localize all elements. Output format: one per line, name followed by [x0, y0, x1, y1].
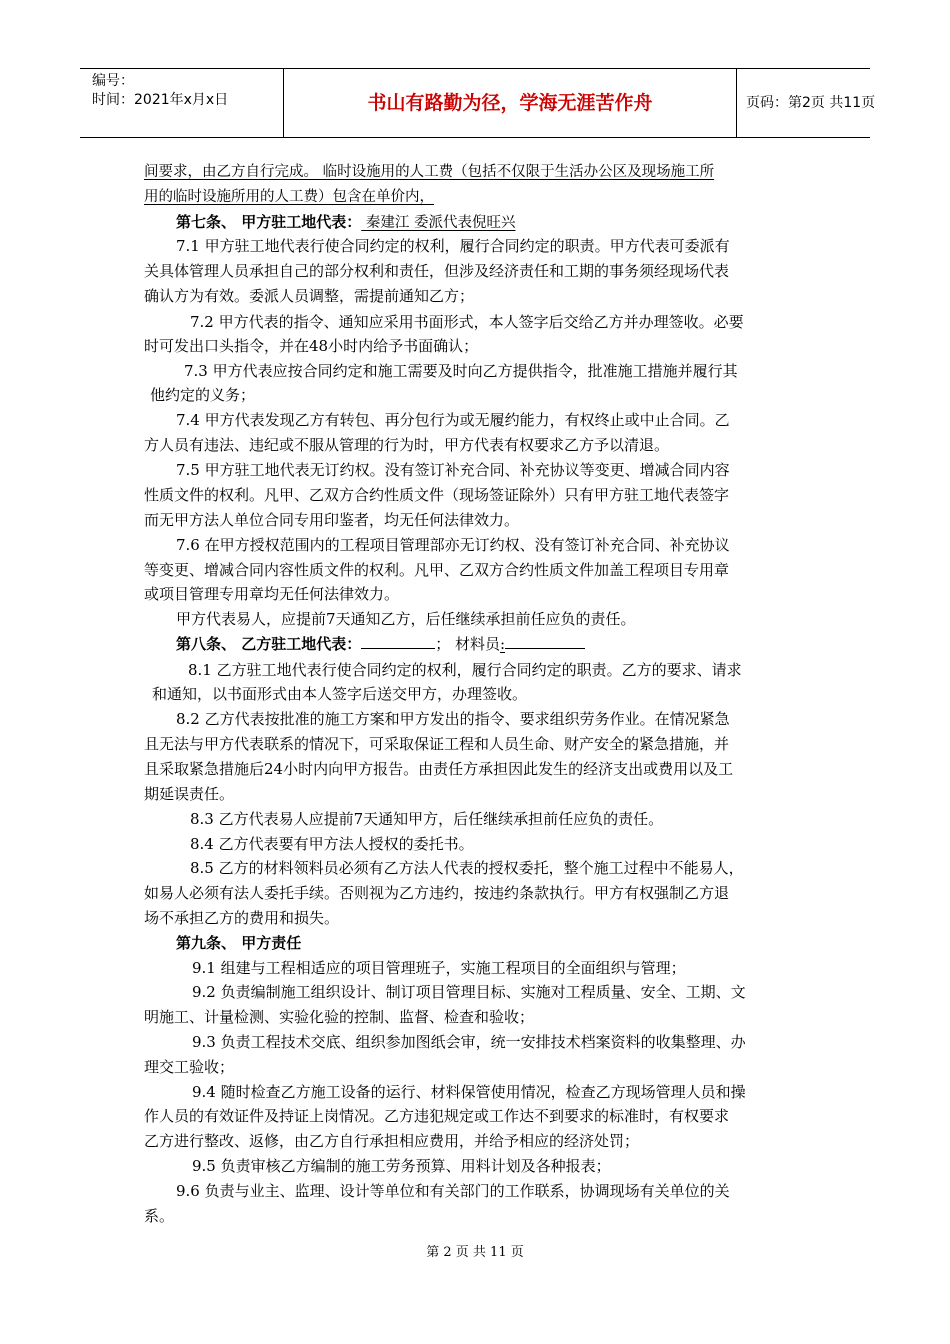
body-line: 或项目管理专用章均无任何法律效力。: [144, 585, 400, 603]
article-8-title: 第八条、 乙方驻工地代表：: [176, 635, 362, 653]
body-line: 7.1 甲方驻工地代表行使合同约定的权利，履行合同约定的职责。甲方代表可委派有: [176, 237, 730, 255]
body-line: 7.6 在甲方授权范围内的工程项目管理部亦无订约权、没有签订补充合同、补充协议: [176, 536, 730, 554]
material-clerk-blank: [505, 634, 585, 649]
body-line: 7.5 甲方驻工地代表无订约权。没有签订补充合同、补充协议等变更、增减合同内容: [176, 461, 730, 479]
document-date-label: 时间：2021年x月x日: [92, 92, 229, 108]
body-line: 而无甲方法人单位合同专用印鉴者，均无任何法律效力。: [144, 511, 520, 529]
body-line: 9.6 负责与业主、监理、设计等单位和有关部门的工作联系，协调现场有关单位的关: [176, 1182, 730, 1200]
header-page-number: 页码：第2页 共11页: [746, 95, 876, 111]
page-footer: 第 2 页 共 11 页: [426, 1245, 524, 1260]
body-line: 时可发出口头指令，并在48小时内给予书面确认；: [144, 337, 479, 355]
body-line: 确认方为有效。委派人员调整，需提前通知乙方；: [144, 287, 475, 305]
header-right-cell: [736, 69, 876, 137]
body-line: 和通知，以书面形式由本人签字后送交甲方，办理签收。: [152, 685, 528, 703]
body-line: 9.4 随时检查乙方施工设备的运行、材料保管使用情况，检查乙方现场管理人员和操: [192, 1083, 746, 1101]
body-line: 且无法与甲方代表联系的情况下，可采取保证工程和人员生命、财产安全的紧急措施，并: [144, 735, 730, 753]
body-line: 9.5 负责审核乙方编制的施工劳务预算、用料计划及各种报表；: [192, 1157, 611, 1175]
page-header: [80, 68, 876, 138]
body-line: 用的临时设施所用的人工费）包含在单价内，: [144, 189, 434, 205]
body-line: 场不承担乙方的费用和损失。: [144, 909, 340, 927]
body-line: 方人员有违法、违纪或不服从管理的行为时，甲方代表有权要求乙方予以清退。: [144, 436, 670, 454]
body-line: 明施工、计量检测、实验化验的控制、监督、检查和验收；: [144, 1008, 535, 1026]
article-7-title: 第七条、 甲方驻工地代表：: [176, 213, 362, 231]
article-8-heading: [176, 634, 585, 654]
body-line: 如易人必须有法人委托手续。否则视为乙方违约，按违约条款执行。甲方有权强制乙方退: [144, 884, 730, 902]
body-line: 作人员的有效证件及持证上岗情况。乙方违犯规定或工作达不到要求的标准时，有权要求: [144, 1107, 730, 1125]
body-line: 9.2 负责编制施工组织设计、制订项目管理目标、实施对工程质量、安全、工期、文: [192, 983, 746, 1001]
header-center-cell: [283, 69, 737, 137]
body-line: 甲方代表易人，应提前7天通知乙方，后任继续承担前任应负的责任。: [176, 610, 636, 628]
body-line: 9.1 组建与工程相适应的项目管理班子，实施工程项目的全面组织与管理；: [192, 959, 686, 977]
body-line: 8.5 乙方的材料领料员必须有乙方法人代表的授权委托，整个施工过程中不能易人，: [190, 859, 744, 877]
body-line: 他约定的义务；: [150, 386, 256, 404]
article-8-colon: :: [500, 635, 506, 653]
article-7-representative: 秦建江 委派代表倪旺兴: [361, 215, 516, 231]
representative-blank: [361, 634, 435, 649]
body-line: 关具体管理人员承担自己的部分权利和责任，但涉及经济责任和工期的事务须经现场代表: [144, 262, 730, 280]
body-line: 7.3 甲方代表应按合同约定和施工需要及时向乙方提供指令，批准施工措施并履行其: [184, 362, 738, 380]
body-line: 且采取紧急措施后24小时内向甲方报告。由责任方承担因此发生的经济支出或费用以及工: [144, 760, 734, 778]
article-8-material-label: ； 材料员: [435, 635, 501, 653]
body-line: 8.4 乙方代表要有甲方法人授权的委托书。: [190, 835, 474, 853]
body-line: 7.4 甲方代表发现乙方有转包、再分包行为或无履约能力，有权终止或中止合同。乙: [176, 411, 730, 429]
body-line: 7.2 甲方代表的指令、通知应采用书面形式，本人签字后交给乙方并办理签收。必要: [190, 313, 744, 331]
body-line: 系。: [144, 1207, 175, 1225]
body-line: 8.1 乙方驻工地代表行使合同约定的权利，履行合同约定的职责。乙方的要求、请求: [188, 661, 742, 679]
body-line: 8.3 乙方代表易人应提前7天通知甲方，后任继续承担前任应负的责任。: [190, 810, 664, 828]
body-line: 理交工验收；: [144, 1058, 235, 1076]
body-line: 等变更、增减合同内容性质文件的权利。凡甲、乙双方合约性质文件加盖工程项目专用章: [144, 561, 730, 579]
article-9-heading: 第九条、 甲方责任: [176, 934, 302, 952]
body-line: 9.3 负责工程技术交底、组织参加图纸会审，统一安排技术档案资料的收集整理、办: [192, 1033, 746, 1051]
document-code-label: 编号：: [92, 73, 134, 89]
body-line: 8.2 乙方代表按批准的施工方案和甲方发出的指令、要求组织劳务作业。在情况紧急: [176, 710, 730, 728]
body-line: 期延误责任。: [144, 785, 235, 803]
body-line: 性质文件的权利。凡甲、乙双方合约性质文件（现场签证除外）只有甲方驻工地代表签字: [144, 486, 730, 504]
header-left-cell: [80, 69, 283, 137]
header-motto: 书山有路勤为径，学海无涯苦作舟: [367, 92, 653, 114]
body-line: 间要求，由乙方自行完成。 临时设施用的人工费（包括不仅限于生活办公区及现场施工所: [144, 164, 715, 180]
body-line: 乙方进行整改、返修，由乙方自行承担相应费用，并给予相应的经济处罚；: [144, 1132, 640, 1150]
article-7-heading: [176, 212, 515, 233]
